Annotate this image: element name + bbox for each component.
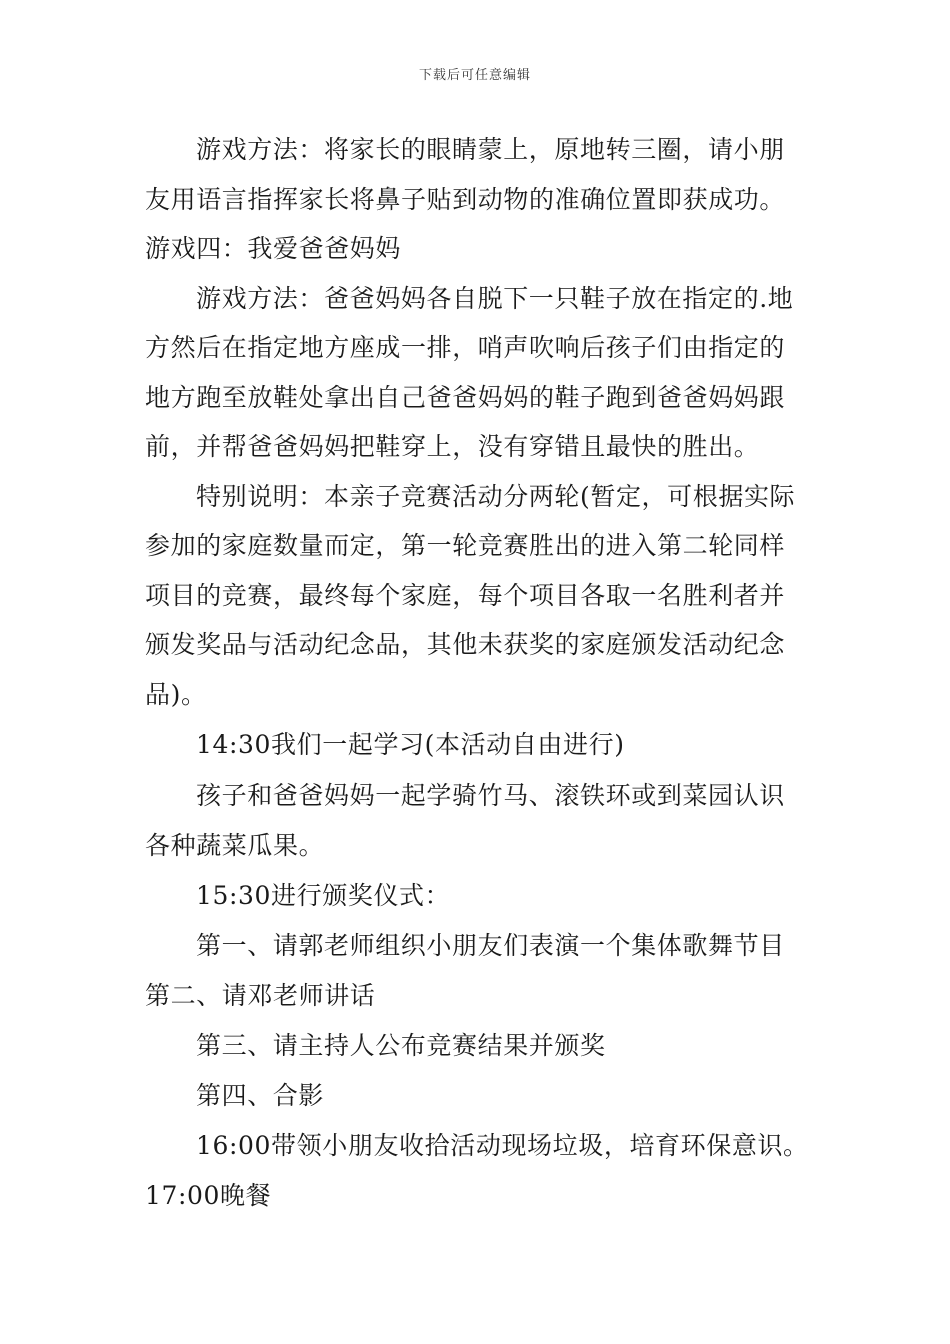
text-line: 第一、请郭老师组织小朋友们表演一个集体歌舞节目 <box>196 931 785 960</box>
text-line: 游戏四：我爱爸爸妈妈 <box>145 234 402 263</box>
text-line: 17:00晚餐 <box>145 1181 272 1210</box>
page-header: 下载后可任意编辑 <box>418 68 531 83</box>
text-line: 第二、请邓老师讲话 <box>145 981 376 1010</box>
text-line: 孩子和爸爸妈妈一起学骑竹马、滚铁环或到菜园认识 <box>196 781 785 810</box>
text-line: 颁发奖品与活动纪念品，其他未获奖的家庭颁发活动纪念 <box>145 630 786 659</box>
text-line: 前，并帮爸爸妈妈把鞋穿上，没有穿错且最快的胜出。 <box>145 432 760 461</box>
text-line: 第三、请主持人公布竞赛结果并颁奖 <box>196 1031 606 1060</box>
text-line: 特别说明：本亲子竞赛活动分两轮(暂定，可根据实际 <box>196 482 796 511</box>
text-line: 方然后在指定地方座成一排，哨声吹响后孩子们由指定的 <box>145 333 786 362</box>
text-line: 友用语言指挥家长将鼻子贴到动物的准确位置即获成功。 <box>145 185 786 214</box>
text-line: 品)。 <box>145 680 207 709</box>
text-line: 地方跑至放鞋处拿出自己爸爸妈妈的鞋子跑到爸爸妈妈跟 <box>145 383 786 412</box>
text-line: 16:00带领小朋友收拾活动现场垃圾，培育环保意识。 <box>196 1131 809 1160</box>
text-line: 游戏方法：爸爸妈妈各自脱下一只鞋子放在指定的.地 <box>196 284 794 313</box>
text-line: 第四、合影 <box>196 1081 325 1110</box>
text-line: 各种蔬菜瓜果。 <box>145 831 325 860</box>
text-line: 15:30进行颁奖仪式： <box>196 881 451 910</box>
text-line: 项目的竞赛，最终每个家庭，每个项目各取一名胜利者并 <box>145 581 786 610</box>
text-line: 游戏方法：将家长的眼睛蒙上，原地转三圈，请小朋 <box>196 135 785 164</box>
text-line: 14:30我们一起学习(本活动自由进行) <box>196 730 625 759</box>
text-line: 参加的家庭数量而定，第一轮竞赛胜出的进入第二轮同样 <box>145 531 786 560</box>
